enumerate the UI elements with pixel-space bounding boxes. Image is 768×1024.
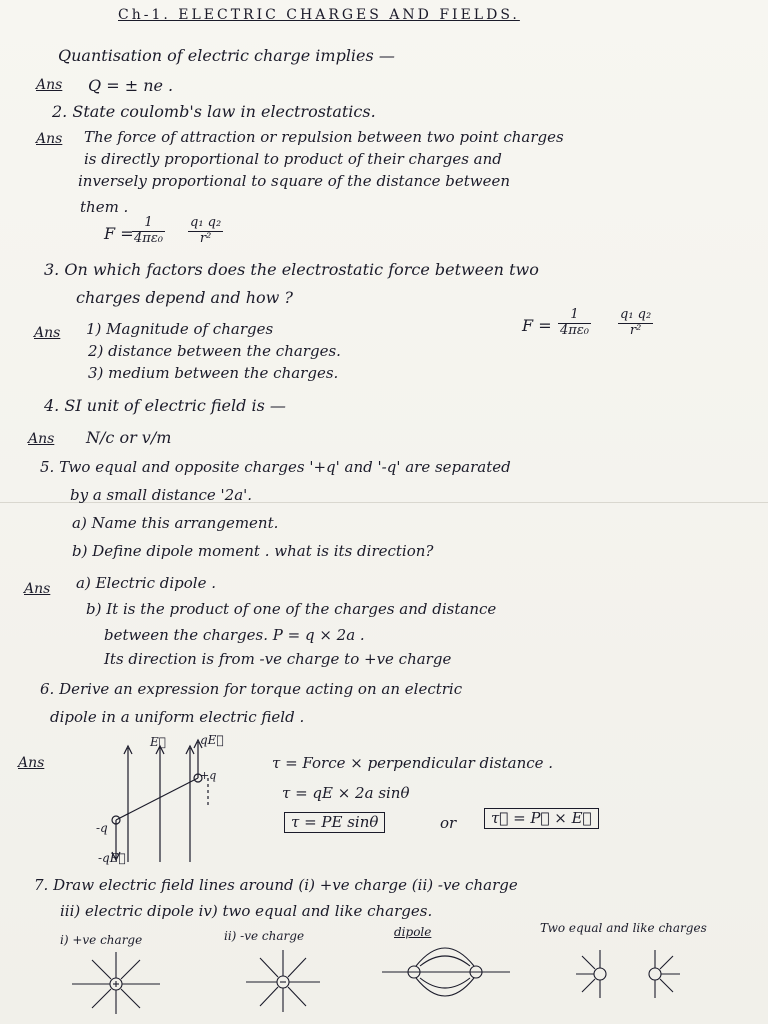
q5-answer-line-3: between the charges. P = q × 2a . xyxy=(104,626,365,644)
q6-answer-line-2: τ = qE × 2a sinθ xyxy=(282,784,410,802)
q6-boxed-result-1: τ = PE sinθ xyxy=(284,812,385,833)
q7-question-line-1: 7. Draw electric field lines around (i) +ve charge (ii) -ve charge xyxy=(34,876,518,894)
q5-answer-line-2: b) It is the product of one of the charges and distance xyxy=(86,600,497,618)
q3-answer-line-3: 3) medium between the charges. xyxy=(88,364,339,382)
q2-formula-charges: $\frac{\text{q₁ q₂}}{\text{r²}}$ xyxy=(190,215,222,246)
q7-question-line-2: iii) electric dipole iv) two equal and like charges. xyxy=(60,902,433,920)
q6-ans-label: Ans xyxy=(18,755,45,771)
label-minus-q: -q xyxy=(96,821,108,835)
q7-label-dipole: dipole xyxy=(394,925,432,939)
q7-label-positive: i) +ve charge xyxy=(60,933,143,947)
q5-question-line-1: 5. Two equal and opposite charges '+q' and '-q' are separated xyxy=(40,458,511,476)
q2-answer-line-1: The force of attraction or repulsion between two point charges xyxy=(84,128,564,146)
q3-formula-charges: $\frac{\text{q₁ q₂}}{\text{r²}}$ xyxy=(620,307,652,338)
q5-answer-line-4: Its direction is from -ve charge to +ve charge xyxy=(104,650,452,668)
page-title: Ch-1. ELECTRIC CHARGES AND FIELDS. xyxy=(118,7,520,23)
label-E: E⃗ xyxy=(150,735,166,749)
dipole-field xyxy=(382,948,510,996)
q2-question: 2. State coulomb's law in electrostatics. xyxy=(52,102,376,121)
q4-ans-label: Ans xyxy=(28,431,55,447)
q3-answer-line-1: 1) Magnitude of charges xyxy=(86,320,274,338)
q2-answer-line-2: is directly proportional to product of their charges and xyxy=(84,150,502,168)
q7-label-like: Two equal and like charges xyxy=(540,921,707,935)
q3-ans-label: Ans xyxy=(34,325,61,341)
q2-answer-line-3: inversely proportional to square of the distance between xyxy=(78,172,510,190)
q2-formula-constant: $\frac{1}{\text{4πε₀}}$ xyxy=(134,215,164,246)
q5-answer-line-1: a) Electric dipole . xyxy=(76,574,216,592)
q3-answer-line-2: 2) distance between the charges. xyxy=(88,342,341,360)
q6-answer-line-1: τ = Force × perpendicular distance . xyxy=(272,754,554,772)
q1-ans-label: Ans xyxy=(36,77,63,93)
q1-answer: Q = ± ne . xyxy=(88,76,174,95)
q5-question-line-2: by a small distance '2a'. xyxy=(70,486,253,504)
q6-question-line-2: dipole in a uniform electric field . xyxy=(50,708,305,726)
q4-answer: N/c or v/m xyxy=(86,428,172,447)
negative-charge-field xyxy=(246,950,320,1012)
q2-formula-lhs: F = xyxy=(104,224,134,243)
q3-formula-lhs: F = xyxy=(522,316,552,335)
label-plus-q: +q xyxy=(200,769,217,782)
q5-question-line-3: a) Name this arrangement. xyxy=(72,514,279,532)
q3-formula-constant: $\frac{1}{\text{4πε₀}}$ xyxy=(560,307,590,338)
q6-or: or xyxy=(440,814,457,832)
like-charges-field xyxy=(576,950,680,998)
positive-charge-field xyxy=(72,952,160,1014)
q3-question-line-1: 3. On which factors does the electrostatic force between two xyxy=(44,260,539,279)
q4-question: 4. SI unit of electric field is — xyxy=(44,396,286,415)
q5-ans-label: Ans xyxy=(24,581,51,597)
q2-answer-line-4: them . xyxy=(80,198,129,216)
label-qE-bottom: -qE⃗ xyxy=(98,851,126,865)
q7-label-negative: ii) -ve charge xyxy=(224,929,305,943)
q3-question-line-2: charges depend and how ? xyxy=(76,288,293,307)
q6-boxed-result-2: τ⃗ = P⃗ × E⃗ xyxy=(484,808,599,829)
q2-ans-label: Ans xyxy=(36,131,63,147)
q1-question: Quantisation of electric charge implies — xyxy=(58,46,395,65)
q5-question-line-4: b) Define dipole moment . what is its direction? xyxy=(72,542,434,560)
q6-question-line-1: 6. Derive an expression for torque acting on an electric xyxy=(40,680,463,698)
label-qE-top: qE⃗ xyxy=(200,733,224,747)
